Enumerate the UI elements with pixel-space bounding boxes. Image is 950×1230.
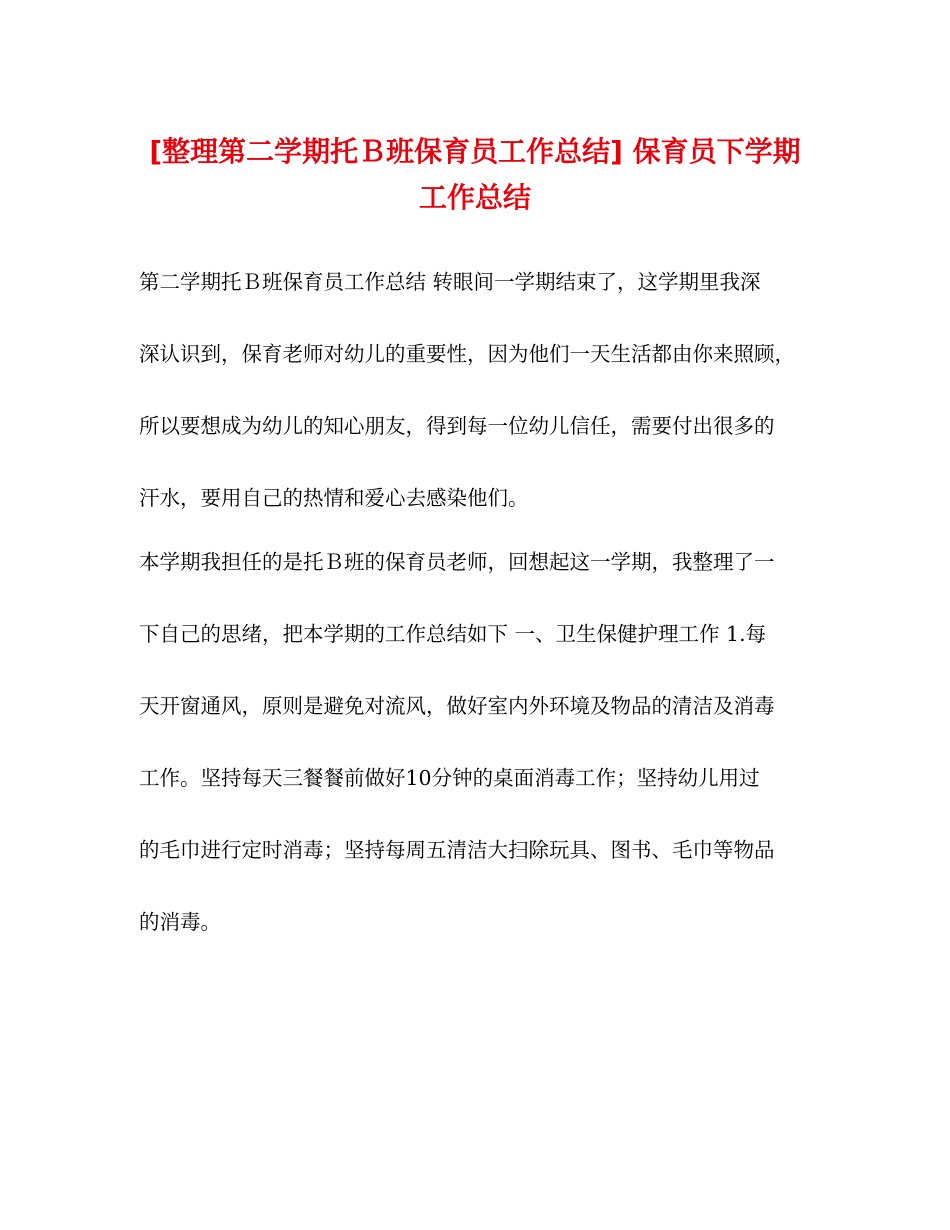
- paragraph-1-line-4: 汗水，要用自己的热情和爱心去感染他们。: [139, 486, 529, 510]
- paragraph-2-line-3: 天开窗通风，原则是避免对流风，做好室内外环境及物品的清洁及消毒: [139, 694, 775, 718]
- paragraph-1-line-1: 第二学期托Ｂ班保育员工作总结 转眼间一学期结束了，这学期里我深: [139, 270, 761, 294]
- paragraph-1-line-2: 深认识到，保育老师对幼儿的重要性，因为他们一天生活都由你来照顾，: [139, 342, 795, 366]
- paragraph-1-line-3: 所以要想成为幼儿的知心朋友，得到每一位幼儿信任，需要付出很多的: [139, 414, 775, 438]
- paragraph-2-line-5: 的毛巾进行定时消毒；坚持每周五清洁大扫除玩具、图书、毛巾等物品: [139, 838, 775, 862]
- document-title-line-1: [整理第二学期托Ｂ班保育员工作总结] 保育员下学期: [149, 135, 801, 168]
- paragraph-2-line-4: 工作。坚持每天三餐餐前做好10分钟的桌面消毒工作；坚持幼儿用过: [139, 766, 760, 790]
- document-title-line-2: 工作总结: [418, 181, 531, 214]
- paragraph-2-line-2: 下自己的思绪，把本学期的工作总结如下 一、卫生保健护理工作 1.每: [139, 622, 767, 646]
- paragraph-2-line-6: 的消毒。: [139, 910, 221, 934]
- paragraph-2-line-1: 本学期我担任的是托Ｂ班的保育员老师，回想起这一学期，我整理了一: [139, 550, 775, 574]
